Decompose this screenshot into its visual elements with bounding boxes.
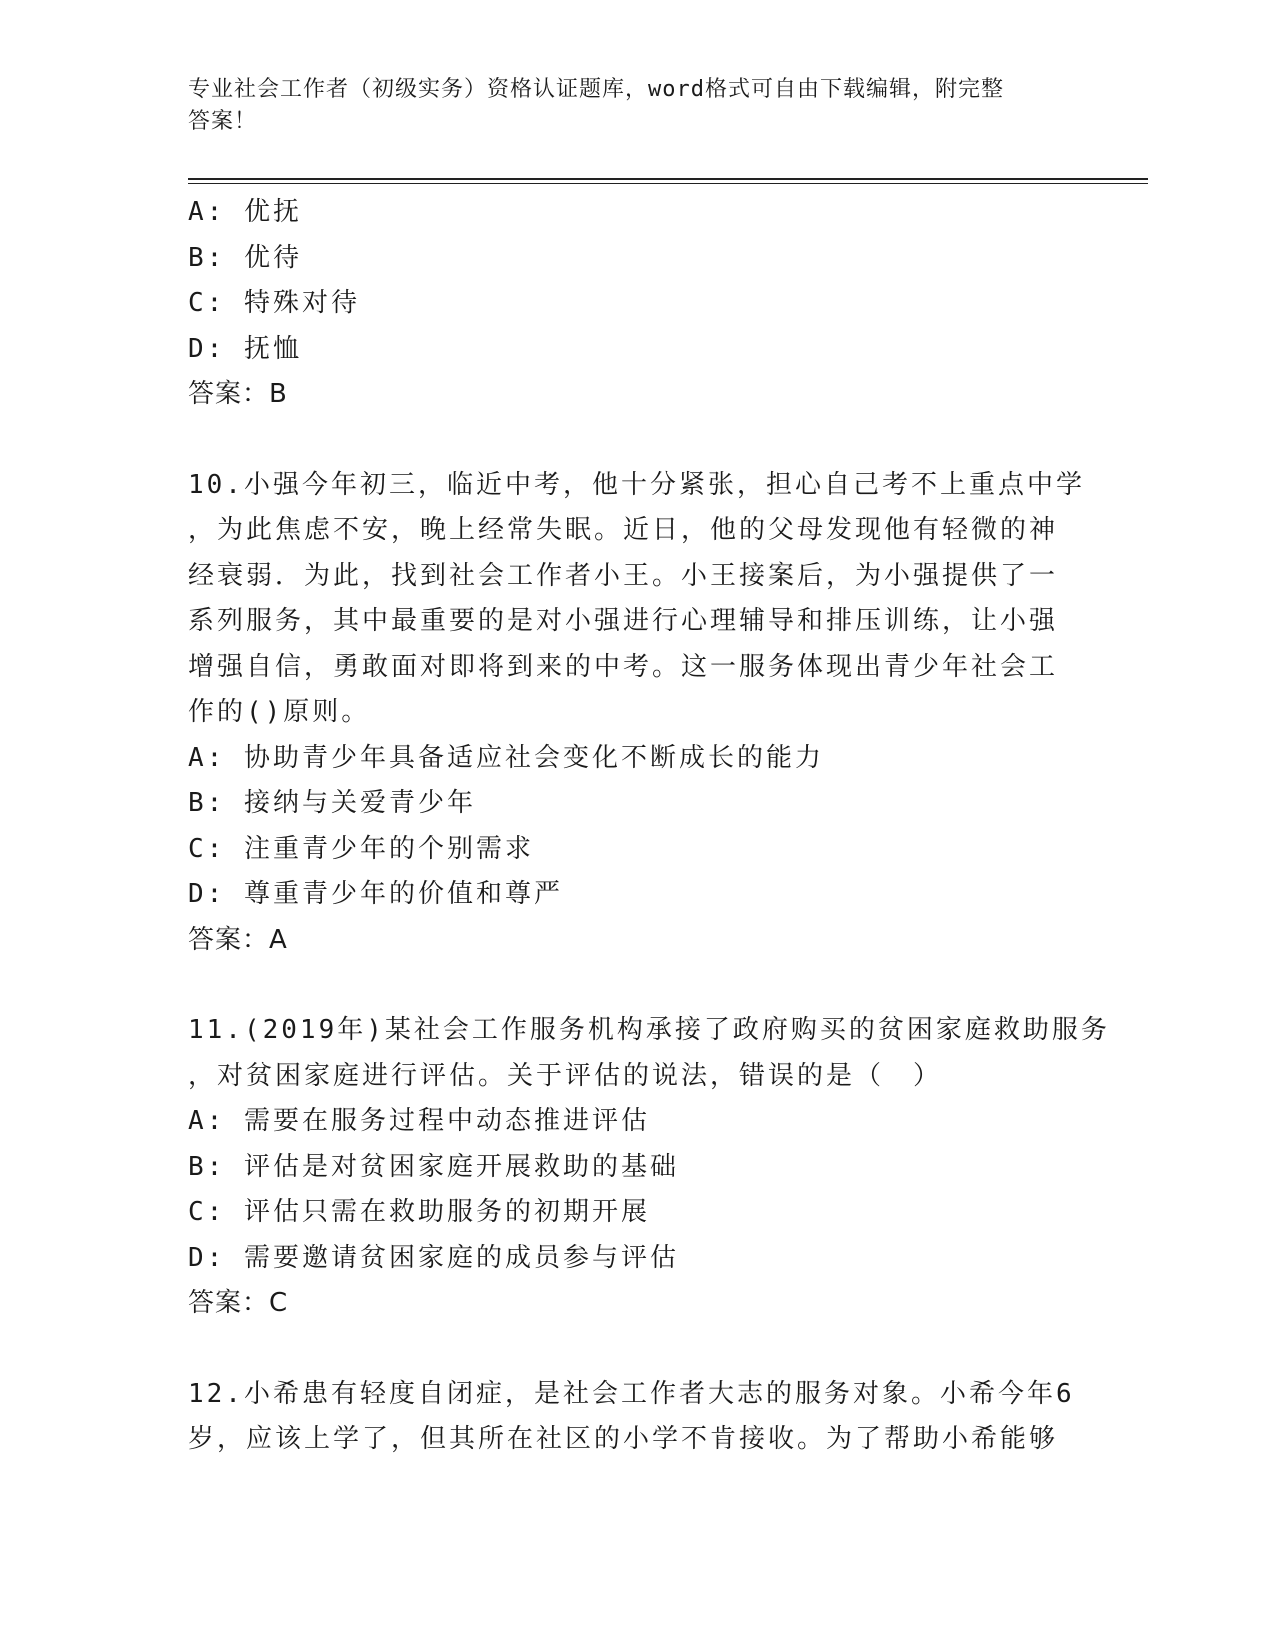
option-text: 评估只需在救助服务的初期开展 <box>243 1197 650 1227</box>
question-stem-line: 经衰弱．为此，找到社会工作者小王。小王接案后，为小强提供了一 <box>188 560 1059 591</box>
option-text: 优待 <box>243 242 302 273</box>
question-stem-line: 10.小强今年初三，临近中考，他十分紧张，担心自己考不上重点中学 <box>188 469 1085 500</box>
option-text: 抚恤 <box>243 333 302 364</box>
question-stem-line: 12.小希患有轻度自闭症，是社会工作者大志的服务对象。小希今年6 <box>188 1378 1075 1409</box>
option-text: 需要在服务过程中动态推进评估 <box>243 1106 650 1136</box>
header-divider-thick <box>188 178 1148 180</box>
option-label: B: <box>188 788 226 818</box>
option-text: 注重青少年的个别需求 <box>243 833 534 864</box>
option-text: 特殊对待 <box>243 288 360 318</box>
option-b <box>188 781 1088 827</box>
answer-line: 答案：C <box>188 1288 289 1318</box>
option-label: D: <box>188 1242 226 1273</box>
question-11 <box>188 1008 1110 1327</box>
option-b <box>188 1145 1088 1191</box>
option-a <box>188 1099 1088 1145</box>
header-title-line-1: 专业社会工作者（初级实务）资格认证题库，word格式可自由下载编辑，附完整 <box>188 77 1004 102</box>
option-label: C: <box>188 288 226 318</box>
option-text: 协助青少年具备适应社会变化不断成长的能力 <box>243 742 824 773</box>
option-label: D: <box>188 879 226 909</box>
option-d <box>188 872 1088 918</box>
question-stem-line: 增强自信，勇敢面对即将到来的中考。这一服务体现出青少年社会工 <box>188 651 1059 682</box>
header-title-line-2: 答案！ <box>188 109 258 134</box>
document-header <box>188 74 1068 138</box>
option-label: B: <box>188 242 226 273</box>
question-stem-line: 系列服务，其中最重要的是对小强进行心理辅导和排压训练，让小强 <box>188 606 1059 636</box>
option-text: 需要邀请贫困家庭的成员参与评估 <box>243 1242 679 1273</box>
question-stem-line: ，为此焦虑不安，晚上经常失眠。近日，他的父母发现他有轻微的神 <box>188 515 1059 545</box>
answer-line: 答案：B <box>188 379 288 409</box>
question-stem-line: ，对贫困家庭进行评估。关于评估的说法，错误的是（ ） <box>188 1060 943 1091</box>
option-label: B: <box>188 1151 226 1182</box>
question-12 <box>188 1372 1088 1463</box>
option-text: 优抚 <box>243 197 302 227</box>
question-9 <box>188 190 1088 418</box>
option-label: C: <box>188 1197 226 1227</box>
header-divider-thin <box>188 183 1148 184</box>
option-label: A: <box>188 197 226 227</box>
option-label: D: <box>188 333 226 364</box>
option-c <box>188 1190 1088 1236</box>
answer-line: 答案：A <box>188 924 288 955</box>
option-text: 尊重青少年的价值和尊严 <box>243 879 563 909</box>
question-10 <box>188 463 1088 964</box>
option-label: C: <box>188 833 226 864</box>
option-a <box>188 190 1088 236</box>
option-c <box>188 281 1088 327</box>
option-d <box>188 327 1088 373</box>
option-a <box>188 736 1088 782</box>
option-c <box>188 827 1088 873</box>
question-stem-line: 岁，应该上学了，但其所在社区的小学不肯接收。为了帮助小希能够 <box>188 1424 1059 1454</box>
option-text: 接纳与关爱青少年 <box>243 788 476 818</box>
option-b <box>188 236 1088 282</box>
question-stem-line: 11.(2019年)某社会工作服务机构承接了政府购买的贫困家庭救助服务 <box>188 1015 1110 1045</box>
option-d <box>188 1236 1088 1282</box>
option-text: 评估是对贫困家庭开展救助的基础 <box>243 1151 679 1182</box>
option-label: A: <box>188 742 226 773</box>
option-label: A: <box>188 1106 226 1136</box>
question-content <box>188 190 1110 1463</box>
question-stem-line: 作的()原则。 <box>188 697 371 727</box>
